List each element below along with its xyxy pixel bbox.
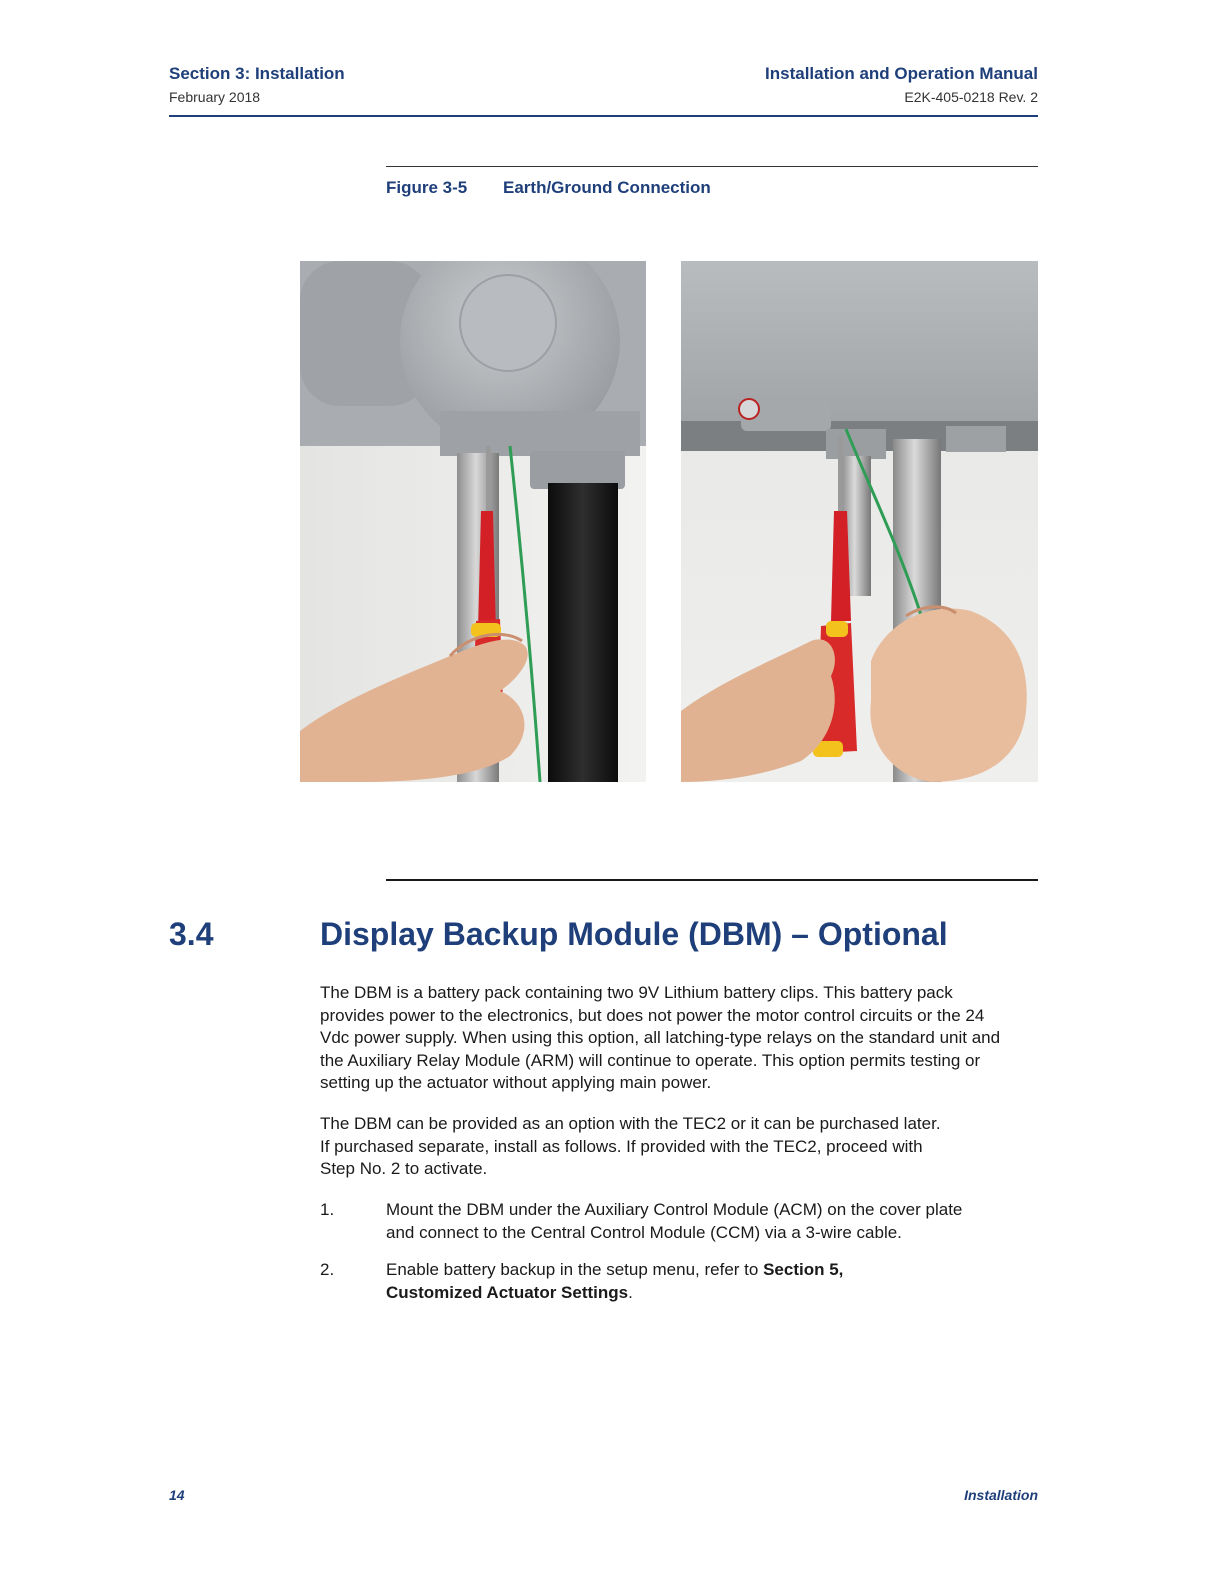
section-number: 3.4 [169,916,214,952]
step-reference-section: Section 5, [763,1260,844,1279]
step-line: Mount the DBM under the Auxiliary Control Module (ACM) on the cover plate [386,1200,963,1219]
step-line: and connect to the Central Control Module (CCM) via a 3-wire cable. [386,1222,902,1242]
paragraph-dbm-description [320,982,1040,1095]
figure-label: Figure 3-5 [386,178,468,197]
step-text-plain: Enable battery backup in the setup menu, refer to [386,1260,764,1279]
header-section-title: Section 3: Installation [169,64,345,83]
section-title: Display Backup Module (DBM) – Optional [320,916,948,952]
paragraph-line: Step No. 2 to activate. [320,1159,488,1178]
paragraph-line: The DBM can be provided as an option with the TEC2 or it can be purchased later. [320,1114,941,1133]
header-date: February 2018 [169,89,261,105]
step-number: 2. [320,1260,335,1279]
paragraph-line: Vdc power supply. When using this option, all latching-type relays on the standard unit and [320,1028,1001,1047]
figure-title: Earth/Ground Connection [503,178,711,197]
paragraph-line: The DBM is a battery pack containing two 9V Lithium battery clips. This battery pack [320,983,953,1002]
header-rule [169,115,1038,117]
figure-photo-left [300,261,646,782]
paragraph-line: the Auxiliary Relay Module (ARM) will continue to operate. This option permits testing or [320,1050,981,1070]
header-doc-number: E2K-405-0218 Rev. 2 [904,89,1038,105]
figure-photo-right [681,261,1038,782]
paragraph-line: If purchased separate, install as follows. If provided with the TEC2, proceed with [320,1136,923,1156]
step-text [386,1259,1006,1304]
paragraph-dbm-option [320,1113,1040,1181]
section-top-rule [386,879,1038,881]
footer-page-number: 14 [169,1487,185,1503]
step-reference-title: Customized Actuator Settings [386,1282,629,1302]
figure-top-rule [386,166,1038,167]
step-number: 1. [320,1200,335,1219]
step-text-period: . [628,1282,633,1302]
paragraph-line: setting up the actuator without applying main power. [320,1073,712,1092]
paragraph-line: provides power to the electronics, but does not power the motor control circuits or the 24 [320,1005,985,1025]
step-text [386,1199,1006,1244]
footer-chapter: Installation [964,1487,1038,1503]
header-manual-title: Installation and Operation Manual [765,64,1038,83]
